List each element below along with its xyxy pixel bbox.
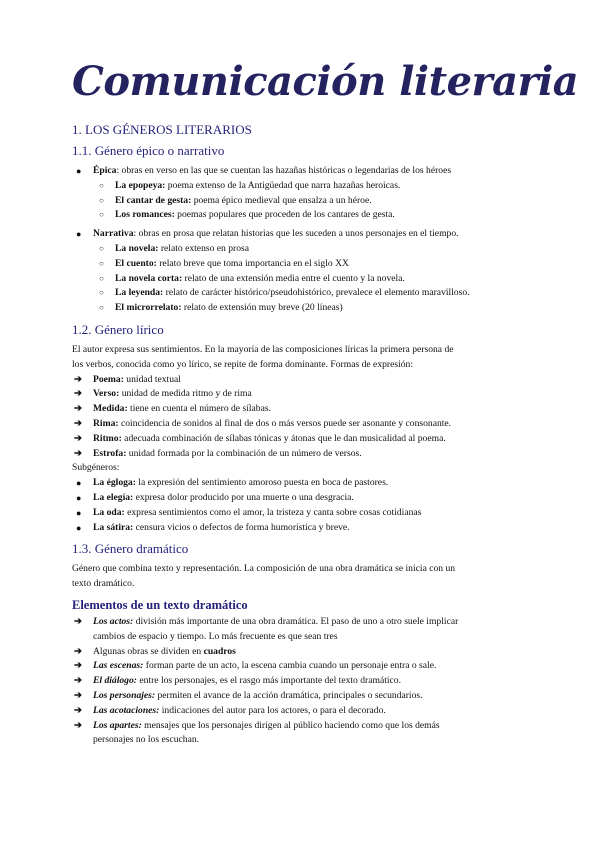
bullet-icon: ●: [76, 166, 82, 176]
arrow-right-icon: ➔: [74, 689, 83, 701]
section-heading-dramatico: 1.3. Género dramático: [72, 541, 189, 557]
list-item: ➔ Los actos: división más importante de una obra dramática. El paso de uno a otro suele implicar cambios de espacio y tiempo. Lo más frecuente es que sean tres: [74, 615, 459, 642]
list-item: ➔ Las escenas: forman parte de un acto, la escena cambia cuando un personaje entra o sale.: [72, 659, 524, 674]
page-title: Comunicación literaria: [72, 58, 579, 105]
arrow-right-icon: ➔: [74, 432, 83, 444]
list-item: ○ El microrrelato: relato de extensión muy breve (20 líneas): [72, 301, 524, 316]
epico-list: [72, 164, 524, 316]
subgeneros-label: Subgéneros:: [72, 462, 120, 474]
circle-bullet-icon: ○: [99, 180, 104, 190]
paragraph: los verbos, conocida como yo lírico, se repite de forma dominante. Formas de expresión:: [72, 358, 414, 370]
list-item: ○ El cantar de gesta: poema épico medieval que ensalza a un héroe.: [72, 194, 524, 209]
arrow-right-icon: ➔: [74, 447, 83, 459]
document-content: [72, 122, 524, 748]
list-item: ● La elegía: expresa dolor producido por una muerte o una desgracia.: [72, 491, 524, 506]
elementos-list: [72, 615, 524, 748]
circle-bullet-icon: ○: [99, 273, 104, 283]
list-item: ➔ Medida: tiene en cuenta el número de sílabas.: [72, 402, 524, 417]
bullet-icon: ●: [76, 229, 82, 240]
arrow-right-icon: ➔: [74, 719, 83, 731]
list-item: ○ La epopeya: poema extenso de la Antigüedad que narra hazañas heroicas.: [72, 179, 524, 194]
arrow-right-icon: ➔: [74, 675, 83, 687]
list-item: ➔ El diálogo: entre los personajes, es el rasgo más importante del texto dramático.: [72, 674, 524, 689]
list-item: ○ La novela: relato extenso en prosa: [72, 242, 524, 257]
arrow-right-icon: ➔: [74, 403, 83, 415]
circle-bullet-icon: ○: [99, 288, 104, 298]
list-item-narrativa: ● Narrativa: obras en prosa que relatan historias que les suceden a unos personajes en el tiempo.: [72, 227, 524, 242]
list-item: ➔ Rima: coincidencia de sonidos al final de dos o más versos puede ser asonante y consonante.: [72, 417, 524, 432]
section-heading-lirico: 1.2. Género lírico: [72, 321, 164, 337]
bullet-icon: ●: [76, 507, 82, 518]
section-heading-generos: 1. LOS GÉNEROS LITERARIOS: [72, 122, 252, 137]
arrow-right-icon: ➔: [74, 373, 83, 385]
list-item: ● La oda: expresa sentimientos como el amor, la tristeza y canta sobre cosas cotidianas: [72, 506, 524, 521]
list-item: ➔ Ritmo: adecuada combinación de sílabas tónicas y átonas que le dan musicalidad al poema.: [72, 432, 524, 447]
arrow-right-icon: ➔: [74, 615, 83, 627]
arrow-right-icon: ➔: [74, 388, 83, 400]
list-item: ➔ Los personajes: permiten el avance de la acción dramática, principales o secundarios.: [72, 689, 524, 704]
arrow-right-icon: ➔: [74, 660, 83, 672]
list-item: ➔ Estrofa: unidad formada por la combinación de un número de versos.: [72, 447, 524, 462]
paragraph: El autor expresa sus sentimientos. En la mayoría de las composiciones líricas la primera persona de: [72, 343, 454, 355]
arrow-right-icon: ➔: [74, 704, 83, 716]
list-item: ➔ Verso: unidad de medida ritmo y de rima: [72, 387, 524, 402]
circle-bullet-icon: ○: [99, 243, 104, 253]
subheading-elementos: Elementos de un texto dramático: [72, 597, 248, 612]
bullet-icon: ●: [76, 522, 82, 533]
list-item: ○ El cuento: relato breve que toma importancia en el siglo XX: [72, 257, 524, 272]
list-item: ● La sátira: censura vicios o defectos de forma humorística y breve.: [72, 521, 524, 536]
list-item: ○ Los romances: poemas populares que proceden de los cantares de gesta.: [72, 208, 524, 223]
circle-bullet-icon: ○: [99, 303, 104, 313]
section-heading-epico: 1.1. Género épico o narrativo: [72, 143, 225, 158]
subgeneros-list: [72, 476, 524, 535]
arrow-right-icon: ➔: [74, 645, 83, 657]
circle-bullet-icon: ○: [99, 210, 104, 220]
arrow-right-icon: ➔: [74, 417, 83, 429]
list-item: ➔ Poema: unidad textual: [72, 373, 524, 388]
list-item: ● La égloga: la expresión del sentimiento amoroso puesta en boca de pastores.: [72, 476, 524, 491]
list-item: ○ La novela corta: relato de una extensión media entre el cuento y la novela.: [72, 272, 524, 287]
bullet-icon: ●: [76, 478, 82, 489]
paragraph: Género que combina texto y representación. La composición de una obra dramática se inicia con un: [72, 563, 456, 575]
circle-bullet-icon: ○: [99, 195, 104, 205]
list-item: ○ La leyenda: relato de carácter histórico/pseudohistórico, prevalece el elemento maravilloso.: [72, 286, 524, 301]
list-item: ➔ Algunas obras se dividen en cuadros: [72, 645, 524, 660]
paragraph: texto dramático.: [72, 578, 135, 590]
list-item: ➔ Los apartes: mensajes que los personajes dirigen al público haciendo como que los demás personajes no los escuchan.: [74, 719, 440, 746]
circle-bullet-icon: ○: [99, 258, 104, 268]
bullet-icon: ●: [76, 492, 82, 503]
list-item-epica: ● Épica: obras en verso en las que se cuentan las hazañas históricas o legendarias de los héroes: [72, 164, 524, 179]
list-item: ➔ Las acotaciones: indicaciones del autor para los actores, o para el decorado.: [72, 704, 524, 719]
lirico-forms-list: [72, 373, 524, 462]
